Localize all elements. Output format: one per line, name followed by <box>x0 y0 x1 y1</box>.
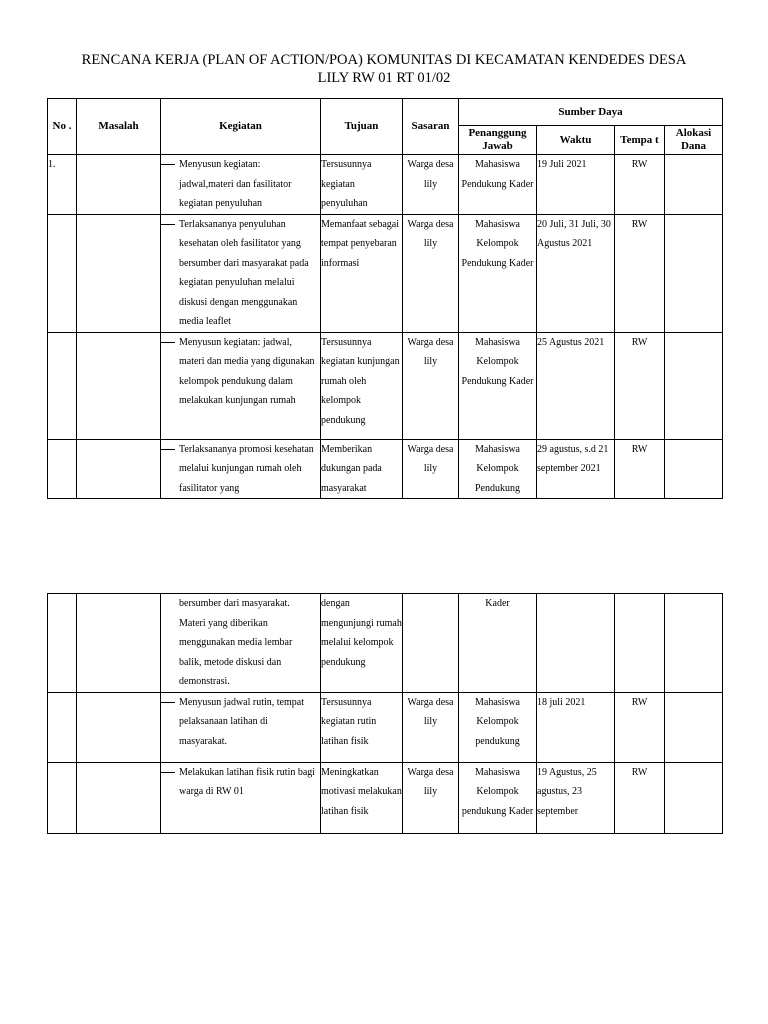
cell-masalah <box>77 594 161 693</box>
dash-marker <box>161 772 175 773</box>
cell-waktu: 20 Juli, 31 Juli, 30 Agustus 2021 <box>537 214 615 332</box>
poa-table-page-2 <box>47 593 723 834</box>
cell-kegiatan <box>161 762 321 833</box>
cell-penanggung-jawab: Kader <box>459 594 537 693</box>
cell-sasaran: Warga desa lily <box>403 214 459 332</box>
cell-penanggung-jawab: Mahasiswa Kelompok pendukung Kader <box>459 762 537 833</box>
kegiatan-text: Menyusun kegiatan: jadwal,materi dan fasilitator kegiatan penyuluhan <box>179 159 292 209</box>
cell-sasaran: Warga desa lily <box>403 762 459 833</box>
cell-tujuan: dengan mengunjungi rumah melalui kelompok pendukung <box>321 594 403 693</box>
cell-tempat: RW <box>615 439 665 499</box>
table-row <box>48 332 723 439</box>
cell-masalah <box>77 214 161 332</box>
kegiatan-text: Melakukan latihan fisik rutin bagi warga di RW 01 <box>179 766 316 797</box>
cell-tempat: RW <box>615 214 665 332</box>
dash-marker <box>161 342 175 343</box>
cell-sasaran <box>403 594 459 693</box>
cell-masalah <box>77 155 161 215</box>
cell-waktu <box>537 594 615 693</box>
cell-kegiatan <box>161 692 321 762</box>
cell-alokasi-dana <box>665 692 723 762</box>
cell-no <box>48 692 77 762</box>
cell-penanggung-jawab: Mahasiswa Kelompok Pendukung Kader <box>459 332 537 439</box>
cell-alokasi-dana <box>665 762 723 833</box>
cell-penanggung-jawab: Mahasiswa Pendukung Kader <box>459 155 537 215</box>
document-title <box>40 51 728 87</box>
title-line-2: LILY RW 01 RT 01/02 <box>317 70 451 86</box>
table-row <box>48 439 723 499</box>
cell-waktu: 19 Agustus, 25 agustus, 23 september <box>537 762 615 833</box>
cell-tempat: RW <box>615 332 665 439</box>
cell-sasaran: Warga desa lily <box>403 332 459 439</box>
cell-tujuan: Tersusunnya kegiatan rutin latihan fisik <box>321 692 403 762</box>
table-row <box>48 214 723 332</box>
cell-tujuan: Tersusunnya kegiatan penyuluhan <box>321 155 403 215</box>
cell-tujuan: Tersusunnya kegiatan kunjungan rumah oleh kelompok pendukung <box>321 332 403 439</box>
kegiatan-text: Terlaksananya penyuluhan kesehatan oleh fasilitator yang bersumber dari masyarakat pada kegiatan penyuluhan melalui diskusi dengan menggunakan media leaflet <box>179 218 309 327</box>
header-tujuan: Tujuan <box>321 99 403 155</box>
header-sasaran: Sasaran <box>403 99 459 155</box>
cell-sasaran: Warga desa lily <box>403 439 459 499</box>
cell-no <box>48 594 77 693</box>
cell-alokasi-dana <box>665 214 723 332</box>
header-sumber-daya: Sumber Daya <box>459 99 723 126</box>
header-waktu: Waktu <box>537 126 615 155</box>
kegiatan-text: bersumber dari masyarakat. Materi yang diberikan menggunakan media lembar balik, metode diskusi dan demonstrasi. <box>179 598 293 687</box>
cell-alokasi-dana <box>665 594 723 693</box>
poa-table-page-1 <box>47 98 723 499</box>
cell-no <box>48 762 77 833</box>
cell-waktu: 29 agustus, s.d 21 september 2021 <box>537 439 615 499</box>
cell-kegiatan <box>161 332 321 439</box>
table-row <box>48 594 723 693</box>
header-kegiatan: Kegiatan <box>161 99 321 155</box>
cell-penanggung-jawab: Mahasiswa Kelompok Pendukung Kader <box>459 214 537 332</box>
header-tempat: Tempa t <box>615 126 665 155</box>
cell-tujuan: Memberikan dukungan pada masyarakat <box>321 439 403 499</box>
cell-no: 1. <box>48 155 77 215</box>
cell-tempat: RW <box>615 762 665 833</box>
header-no: No . <box>48 99 77 155</box>
cell-masalah <box>77 332 161 439</box>
kegiatan-text: Terlaksananya promosi kesehatan melalui kunjungan rumah oleh fasilitator yang <box>179 443 314 494</box>
cell-sasaran: Warga desa lily <box>403 692 459 762</box>
cell-waktu: 19 Juli 2021 <box>537 155 615 215</box>
cell-tempat <box>615 594 665 693</box>
cell-waktu: 25 Agustus 2021 <box>537 332 615 439</box>
title-line-1: RENCANA KERJA (PLAN OF ACTION/POA) KOMUNITAS DI KECAMATAN KENDEDES DESA <box>81 52 687 68</box>
cell-alokasi-dana <box>665 439 723 499</box>
cell-no <box>48 332 77 439</box>
cell-waktu: 18 juli 2021 <box>537 692 615 762</box>
cell-penanggung-jawab: Mahasiswa Kelompok pendukung <box>459 692 537 762</box>
cell-masalah <box>77 762 161 833</box>
cell-kegiatan <box>161 155 321 215</box>
cell-kegiatan <box>161 214 321 332</box>
cell-tempat: RW <box>615 692 665 762</box>
cell-no <box>48 439 77 499</box>
cell-tujuan: Meningkatkan motivasi melakukan latihan fisik <box>321 762 403 833</box>
cell-masalah <box>77 692 161 762</box>
cell-tempat: RW <box>615 155 665 215</box>
cell-sasaran: Warga desa lily <box>403 155 459 215</box>
header-masalah: Masalah <box>77 99 161 155</box>
cell-tujuan: Memanfaat sebagai tempat penyebaran informasi <box>321 214 403 332</box>
cell-masalah <box>77 439 161 499</box>
header-penanggung-jawab: Penanggung Jawab <box>459 126 537 155</box>
cell-alokasi-dana <box>665 332 723 439</box>
dash-marker <box>161 449 175 450</box>
cell-kegiatan <box>161 594 321 693</box>
cell-kegiatan <box>161 439 321 499</box>
cell-no <box>48 214 77 332</box>
dash-marker <box>161 224 175 225</box>
table-row <box>48 762 723 833</box>
dash-marker <box>161 164 175 165</box>
table-row <box>48 692 723 762</box>
dash-marker <box>161 702 175 703</box>
table-row <box>48 155 723 215</box>
cell-penanggung-jawab: Mahasiswa Kelompok Pendukung <box>459 439 537 499</box>
header-alokasi-dana: Alokasi Dana <box>665 126 723 155</box>
cell-alokasi-dana <box>665 155 723 215</box>
kegiatan-text: Menyusun jadwal rutin, tempat pelaksanaan latihan di masyarakat. <box>179 696 304 747</box>
kegiatan-text: Menyusun kegiatan: jadwal, materi dan media yang digunakan kelompok pendukung dalam melakukan kunjungan rumah <box>179 336 315 406</box>
